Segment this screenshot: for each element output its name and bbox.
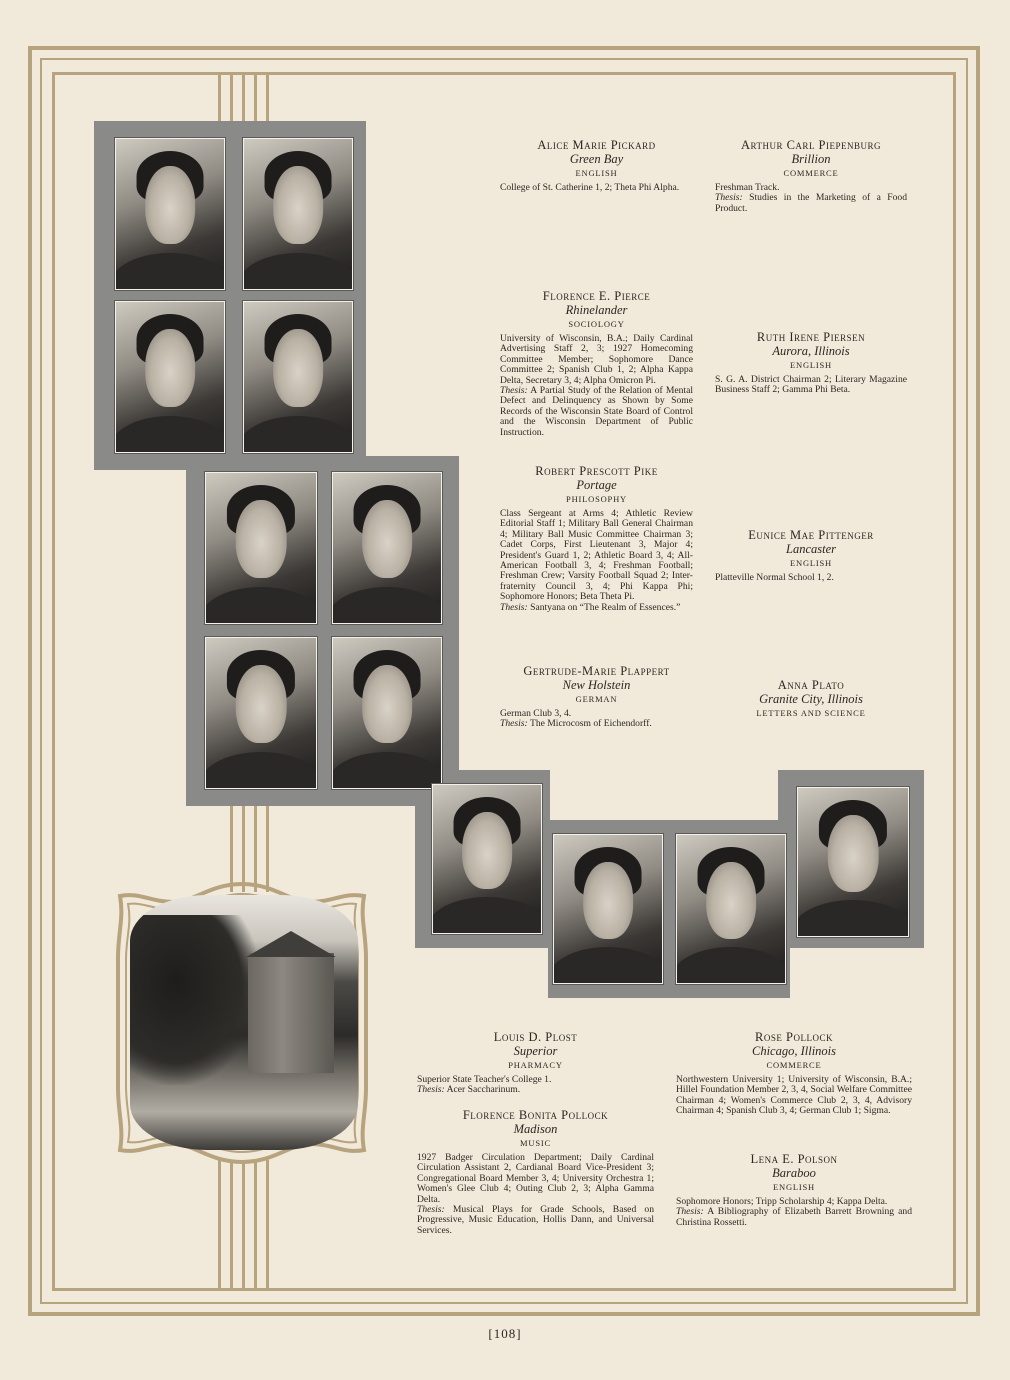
- portrait-photo: [332, 472, 442, 624]
- activities: College of St. Catherine 1, 2; Theta Phi Alpha.: [500, 182, 680, 193]
- student-name: Florence E. Pierce: [542, 289, 651, 303]
- column-line: [254, 75, 257, 121]
- entry-plato: [715, 678, 907, 723]
- border-line: [40, 1302, 968, 1304]
- hometown: Granite City, Illinois: [759, 692, 863, 706]
- hometown: Green Bay: [569, 152, 624, 166]
- department: MUSIC: [520, 1138, 551, 1148]
- portrait-photo: [243, 301, 353, 453]
- thesis: Thesis: A Partial Study of the Relation of Mental Defect and Delinquency as Shown by Some Records of the Wisconsin State Board of Control and the Wisconsin Department of Public Instruction.: [500, 385, 693, 438]
- column-line: [218, 75, 221, 121]
- department: PHILOSOPHY: [566, 494, 627, 504]
- entry-pickard: [500, 138, 693, 193]
- department: ENGLISH: [773, 1182, 815, 1192]
- portrait-photo: [205, 472, 317, 624]
- column-line: [254, 1160, 257, 1290]
- thesis: Thesis: Acer Saccharinum.: [417, 1084, 521, 1096]
- department: PHARMACY: [508, 1060, 563, 1070]
- student-name: Gertrude-Marie Plappert: [523, 664, 670, 678]
- portrait-photo: [797, 787, 909, 937]
- department: LETTERS AND SCIENCE: [756, 708, 866, 718]
- student-name: Lena E. Polson: [750, 1152, 838, 1166]
- column-line: [230, 1160, 233, 1290]
- student-name: Anna Plato: [777, 678, 845, 692]
- hometown: Chicago, Illinois: [751, 1044, 837, 1058]
- activities: Superior State Teacher's College 1.: [417, 1074, 552, 1085]
- student-name: Arthur Carl Piepenburg: [740, 138, 882, 152]
- border-line: [40, 58, 42, 1304]
- border-line: [966, 58, 968, 1304]
- activities: Freshman Track.: [715, 182, 780, 193]
- activities: Sophomore Honors; Tripp Scholarship 4; Kappa Delta.: [676, 1196, 888, 1207]
- border-line: [52, 72, 55, 1291]
- portrait-photo: [676, 834, 786, 984]
- activities: University of Wisconsin, B.A.; Daily Cardinal Advertising Staff 2, 3; 1927 Homecoming Committee Member; Sophomore Dance Committee 2; Spanish Club 1, 2; Alpha Kappa Delta, Secretary 3, 4; Alpha Omicron Pi.: [500, 333, 693, 386]
- column-line: [266, 75, 269, 121]
- hometown: Aurora, Illinois: [772, 344, 850, 358]
- border-line: [953, 72, 956, 1291]
- portrait-photo: [332, 637, 442, 789]
- student-name: Eunice Mae Pittenger: [748, 528, 874, 542]
- thesis: Thesis: Studies in the Marketing of a Food Product.: [715, 192, 907, 214]
- entry-piersen: [715, 330, 907, 396]
- student-name: Alice Marie Pickard: [537, 138, 656, 152]
- hometown: Superior: [513, 1044, 558, 1058]
- hometown: Lancaster: [786, 542, 836, 556]
- portrait-photo: [205, 637, 317, 789]
- department: COMMERCE: [783, 168, 839, 178]
- student-name: Rose Pollock: [755, 1030, 833, 1044]
- hometown: Baraboo: [772, 1166, 816, 1180]
- thesis: Thesis: Santyana on “The Realm of Essences.”: [500, 601, 681, 613]
- thesis: Thesis: Musical Plays for Grade Schools, Based on Progressive, Music Education, Hollis Dann, and Universal Services.: [417, 1204, 654, 1236]
- portrait-photo: [432, 784, 542, 934]
- border-line: [52, 72, 956, 75]
- activities: Class Sergeant at Arms 4; Athletic Review Editorial Staff 1; Military Ball General Chairman 4; Military Ball Music Committee Chairman 3; Cadet Corps, First Lieutenant 3, Major 4; President's Guard 1, 2; Athletic Board 3, 4; All-American Football 3, 4; Freshman Football; Freshman Crew; Varsity Football Squad 2; Inter-fraternity Council 3, 4; Phi Kappa Phi; Sophomore Honors; Beta Theta Pi.: [500, 508, 693, 603]
- hometown: New Holstein: [562, 678, 631, 692]
- border-line: [28, 1312, 980, 1316]
- entry-pike: [500, 464, 693, 613]
- department: ENGLISH: [790, 558, 832, 568]
- page-number: [108]: [488, 1326, 522, 1341]
- hometown: Brillion: [791, 152, 831, 166]
- entry-pierce: [500, 289, 693, 438]
- column-line: [230, 75, 233, 121]
- student-name: Louis D. Plost: [493, 1030, 578, 1044]
- entry-pollock-rose: [676, 1030, 912, 1117]
- entry-plappert: [500, 664, 693, 730]
- portrait-photo: [115, 138, 225, 290]
- department: GERMAN: [575, 694, 618, 704]
- border-line: [28, 46, 32, 1316]
- department: COMMERCE: [766, 1060, 822, 1070]
- border-line: [976, 46, 980, 1316]
- activities: Platteville Normal School 1, 2.: [715, 572, 834, 583]
- thesis: Thesis: A Bibliography of Elizabeth Barrett Browning and Christina Rossetti.: [676, 1206, 913, 1228]
- campus-building-photo: [130, 895, 358, 1150]
- department: ENGLISH: [790, 360, 832, 370]
- activities: German Club 3, 4.: [500, 708, 572, 719]
- column-line: [242, 75, 245, 121]
- border-line: [28, 46, 980, 50]
- entry-plost: [417, 1030, 654, 1096]
- department: SOCIOLOGY: [568, 319, 625, 329]
- portrait-photo: [553, 834, 663, 984]
- entry-pollock-florence: [417, 1108, 654, 1236]
- department: ENGLISH: [575, 168, 618, 178]
- column-line: [218, 1160, 221, 1290]
- portrait-photo: [243, 138, 353, 290]
- column-line: [242, 1160, 245, 1290]
- column-line: [266, 1160, 269, 1290]
- hometown: Portage: [576, 478, 617, 492]
- activities: S. G. A. District Chairman 2; Literary Magazine Business Staff 2; Gamma Phi Beta.: [715, 374, 907, 396]
- student-name: Florence Bonita Pollock: [462, 1108, 609, 1122]
- border-line: [40, 58, 968, 60]
- portrait-photo: [115, 301, 225, 453]
- activities: Northwestern University 1; University of Wisconsin, B.A.; Hillel Foundation Member 2, 3, 4, Social Welfare Committee Chairman 4; Women's Commerce Club 2, 3, 4, Advisory Chairman 4; Spanish Club 3, 4; German Club 1; Sigma.: [676, 1074, 912, 1117]
- entry-pittenger: [715, 528, 907, 583]
- student-name: Robert Prescott Pike: [535, 464, 658, 478]
- entry-piepenburg: [715, 138, 907, 214]
- entry-polson: [676, 1152, 912, 1228]
- activities: 1927 Badger Circulation Department; Daily Cardinal Circulation Assistant 2, Cardianal Board Vice-President 3; Congregational Board Member 3, 4; University Orchestra 1; Women's Glee Club 4; Outing Club 2, 3; Alpha Gamma Delta.: [417, 1152, 654, 1205]
- thesis: Thesis: The Microcosm of Eichendorff.: [500, 718, 652, 730]
- hometown: Rhinelander: [565, 303, 628, 317]
- student-name: Ruth Irene Piersen: [756, 330, 866, 344]
- hometown: Madison: [513, 1122, 558, 1136]
- border-line: [52, 1288, 956, 1291]
